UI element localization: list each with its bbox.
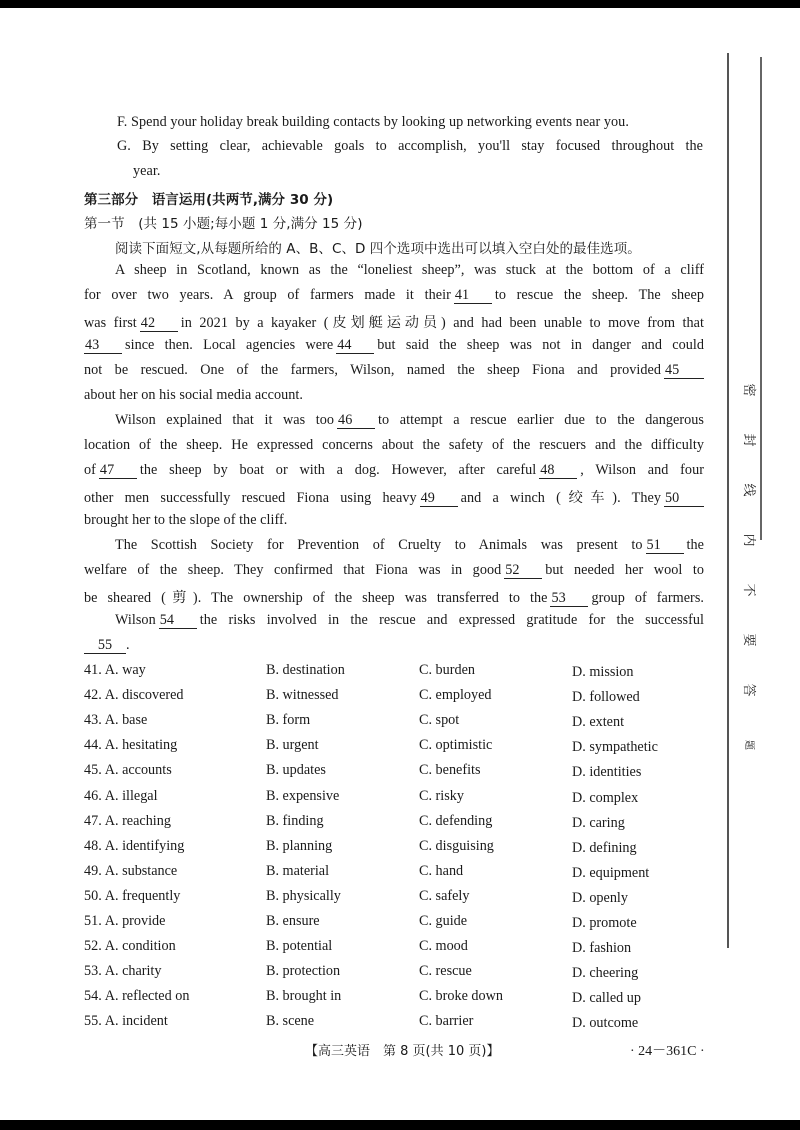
question-number-and-option-a xyxy=(84,838,184,855)
option-c: C. optimistic xyxy=(419,737,493,754)
option-c: C. risky xyxy=(419,787,464,804)
option-b: B. form xyxy=(266,712,311,729)
option-c: C. guide xyxy=(419,913,468,929)
option-a: A. accounts xyxy=(104,762,172,779)
text: but needed her wool to xyxy=(545,562,704,578)
blank-49: 49 xyxy=(420,491,458,507)
question-number: 42. xyxy=(84,687,102,704)
option-b: B. urgent xyxy=(266,737,319,754)
blank-41: 41 xyxy=(454,288,492,304)
passage-p2-line5: brought her to the slope of the cliff. xyxy=(84,512,288,528)
option-d: D. defining xyxy=(572,839,637,856)
question-row xyxy=(84,762,704,784)
blank-54: 54 xyxy=(159,613,197,629)
question-number-and-option-a xyxy=(84,662,146,679)
blank-46: 46 xyxy=(337,413,375,429)
text: . xyxy=(126,637,130,653)
option-text: By setting clear, achievable goals to accomplish, you'll stay focused throughout the xyxy=(142,138,703,154)
page-footer-code: · 24－361C · xyxy=(630,1044,705,1059)
option-d: D. sympathetic xyxy=(572,739,658,756)
option-label: G. xyxy=(117,138,131,154)
text: to rescue the sheep. The sheep xyxy=(494,287,704,303)
seal-line-left xyxy=(727,53,729,948)
blank-42: 42 xyxy=(140,316,178,332)
seal-char: 线 xyxy=(741,483,756,497)
text: since then. Local agencies were xyxy=(125,337,334,353)
option-b: B. expensive xyxy=(266,787,340,804)
option-b: B. updates xyxy=(266,762,326,779)
question-number: 49. xyxy=(84,862,102,879)
question-number-and-option-a xyxy=(84,938,176,955)
seal-char: 不 xyxy=(741,583,756,597)
question-number: 43. xyxy=(84,712,102,729)
question-row xyxy=(84,662,704,684)
option-d: D. complex xyxy=(572,789,639,806)
question-number: 53. xyxy=(84,963,102,980)
option-b: B. ensure xyxy=(266,913,320,929)
passage-p2-line4 xyxy=(84,487,704,507)
question-row xyxy=(84,888,704,910)
passage-p3-line1 xyxy=(115,537,704,554)
blank-52: 52 xyxy=(504,563,542,579)
question-row xyxy=(84,938,704,960)
question-number: 48. xyxy=(84,837,102,854)
question-number-and-option-a xyxy=(84,913,165,930)
option-c: C. burden xyxy=(419,662,475,678)
option-b: B. protection xyxy=(266,963,341,980)
question-row xyxy=(84,988,704,1010)
option-d: D. called up xyxy=(572,990,641,1007)
blank-45: 45 xyxy=(664,363,704,379)
option-b: B. material xyxy=(266,862,330,879)
passage-p1-line4 xyxy=(84,337,704,354)
option-b: B. witnessed xyxy=(266,687,339,704)
option-a: A. discovered xyxy=(104,687,184,704)
seal-char: 要 xyxy=(741,633,756,647)
blank-48: 48 xyxy=(539,463,577,479)
option-c: C. safely xyxy=(419,887,470,904)
option-d: D. followed xyxy=(572,689,640,706)
option-c: C. spot xyxy=(419,712,460,729)
passage-p4-line2 xyxy=(84,637,130,654)
question-row xyxy=(84,963,704,985)
option-a: A. reaching xyxy=(104,812,171,829)
question-number: 55. xyxy=(84,1013,102,1030)
question-number-and-option-a xyxy=(84,863,177,880)
instruction: 阅读下面短文,从每题所给的 A、B、C、D 四个选项中选出可以填入空白处的最佳选项。 xyxy=(115,241,641,257)
question-number: 45. xyxy=(84,762,102,779)
option-a: A. illegal xyxy=(104,787,158,804)
passage-p3-line3 xyxy=(84,587,704,607)
question-number: 50. xyxy=(84,887,102,904)
passage-p4-line1 xyxy=(115,612,704,629)
option-c: C. disguising xyxy=(419,837,494,854)
passage-p1-line1: A sheep in Scotland, known as the “loneliest sheep”, was stuck at the bottom of a cliff xyxy=(115,262,704,278)
option-b: B. planning xyxy=(266,837,333,854)
option-c: C. rescue xyxy=(419,963,472,980)
option-c: C. employed xyxy=(419,687,492,704)
question-row xyxy=(84,813,704,835)
passage-p2-line1 xyxy=(115,412,704,429)
question-number: 52. xyxy=(84,938,102,955)
option-a: A. reflected on xyxy=(104,988,190,1005)
option-c: C. hand xyxy=(419,862,464,879)
question-number-and-option-a xyxy=(84,687,184,704)
option-d: D. outcome xyxy=(572,1015,639,1032)
question-number-and-option-a xyxy=(84,788,158,805)
text: not be rescued. One of the farmers, Wilson, named the sheep Fiona and provided xyxy=(84,362,661,378)
option-c: C. barrier xyxy=(419,1013,474,1030)
seal-char: 密 xyxy=(741,383,756,397)
option-a: A. charity xyxy=(104,963,162,980)
passage-p1-line3 xyxy=(84,312,704,332)
page-footer-left: 【高三英语 第 8 页(共 10 页)】 xyxy=(305,1044,500,1059)
option-d: D. fashion xyxy=(572,940,632,957)
question-number: 47. xyxy=(84,812,102,829)
blank-43: 43 xyxy=(84,338,122,354)
question-number: 44. xyxy=(84,737,102,754)
question-number-and-option-a xyxy=(84,888,180,905)
question-row xyxy=(84,838,704,860)
passage-p1-line2 xyxy=(84,287,704,304)
text: in 2021 by a kayaker (皮划艇运动员) and had been unable to move from that xyxy=(180,315,704,331)
option-d: D. equipment xyxy=(572,864,650,881)
option-a: A. hesitating xyxy=(104,737,178,754)
text: the risks involved in the rescue and expressed gratitude for the successful xyxy=(199,612,704,628)
blank-51: 51 xyxy=(646,538,684,554)
question-number: 54. xyxy=(84,988,102,1005)
question-number: 46. xyxy=(84,787,102,804)
question-number: 41. xyxy=(84,662,102,678)
option-a: A. way xyxy=(104,662,146,678)
question-row xyxy=(84,687,704,709)
text: The Scottish Society for Prevention of Cruelty to Animals was present to xyxy=(115,537,643,553)
text: the xyxy=(686,537,704,553)
text: to attempt a rescue earlier due to the dangerous xyxy=(378,412,704,428)
passage-p3-line2 xyxy=(84,562,704,579)
option-d: D. mission xyxy=(572,664,634,680)
option-g xyxy=(117,138,703,155)
option-d: D. extent xyxy=(572,714,625,731)
question-number-and-option-a xyxy=(84,813,171,830)
question-number-and-option-a xyxy=(84,712,147,729)
question-number-and-option-a xyxy=(84,737,177,754)
question-number-and-option-a xyxy=(84,1013,168,1030)
blank-44: 44 xyxy=(336,338,374,354)
question-number-and-option-a xyxy=(84,963,161,980)
question-number-and-option-a xyxy=(84,988,189,1005)
blank-50: 50 xyxy=(664,491,704,507)
blank-47: 47 xyxy=(99,463,137,479)
option-b: B. destination xyxy=(266,662,345,678)
option-b: B. scene xyxy=(266,1013,315,1030)
seal-char: 答 xyxy=(741,683,756,697)
option-label: F. xyxy=(117,114,128,130)
option-b: B. finding xyxy=(266,812,324,829)
option-d: D. cheering xyxy=(572,965,639,982)
seal-char: 封 xyxy=(741,433,756,447)
option-b: B. potential xyxy=(266,938,333,955)
text: the sheep by boat or with a dog. However, after careful xyxy=(139,462,537,478)
text: , Wilson and four xyxy=(580,462,704,478)
question-row xyxy=(84,737,704,759)
option-text: Spend your holiday break building contacts by looking up networking events near you. xyxy=(131,114,629,130)
option-c: C. defending xyxy=(419,812,493,829)
option-g-continuation: year. xyxy=(133,163,161,179)
passage-p2-line3 xyxy=(84,462,704,479)
option-d: D. caring xyxy=(572,814,625,831)
option-c: C. mood xyxy=(419,938,468,955)
seal-line-right xyxy=(760,57,762,540)
question-row xyxy=(84,788,704,810)
option-a: A. substance xyxy=(104,862,178,879)
question-row xyxy=(84,913,704,935)
top-black-border xyxy=(0,0,800,8)
option-d: D. promote xyxy=(572,915,637,931)
option-a: A. condition xyxy=(104,938,176,955)
option-a: A. provide xyxy=(104,913,166,929)
question-row xyxy=(84,1013,704,1035)
text: other men successfully rescued Fiona using heavy xyxy=(84,490,417,506)
option-b: B. brought in xyxy=(266,988,342,1005)
seal-char: 内 xyxy=(741,533,756,547)
option-b: B. physically xyxy=(266,887,341,904)
question-row xyxy=(84,863,704,885)
option-d: D. openly xyxy=(572,889,628,906)
text: group of farmers. xyxy=(591,590,704,606)
passage-p1-line5 xyxy=(84,362,704,379)
text: but said the sheep was not in danger and could xyxy=(377,337,704,353)
bottom-black-border xyxy=(0,1120,800,1130)
seal-char: 题 xyxy=(743,740,754,750)
question-number-and-option-a xyxy=(84,762,172,779)
text: and a winch (绞车). They xyxy=(460,490,661,506)
passage-p1-line6: about her on his social media account. xyxy=(84,387,303,403)
text: of xyxy=(84,462,96,478)
option-c: C. benefits xyxy=(419,762,481,779)
blank-55: 55 xyxy=(84,638,126,654)
section-title: 第三部分 语言运用(共两节,满分 30 分) xyxy=(84,192,334,208)
option-d: D. identities xyxy=(572,764,642,781)
question-row xyxy=(84,712,704,734)
passage-p2-line2: location of the sheep. He expressed concerns about the safety of the rescuers and the difficulty xyxy=(84,437,704,453)
option-a: A. base xyxy=(104,712,148,729)
option-f xyxy=(117,114,629,131)
text: for over two years. A group of farmers made it their xyxy=(84,287,451,303)
text: was first xyxy=(84,315,137,331)
question-number: 51. xyxy=(84,913,102,929)
text: Wilson xyxy=(115,612,156,628)
text: Wilson explained that it was too xyxy=(115,412,335,428)
text: be sheared (剪). The ownership of the sheep was transferred to the xyxy=(84,590,548,606)
option-a: A. incident xyxy=(104,1013,168,1030)
subsection-title: 第一节 (共 15 小题;每小题 1 分,满分 15 分) xyxy=(84,216,363,232)
option-c: C. broke down xyxy=(419,988,503,1005)
option-a: A. identifying xyxy=(104,837,185,854)
text: welfare of the sheep. They confirmed that Fiona was in good xyxy=(84,562,502,578)
blank-53: 53 xyxy=(550,591,588,607)
option-a: A. frequently xyxy=(104,887,181,904)
